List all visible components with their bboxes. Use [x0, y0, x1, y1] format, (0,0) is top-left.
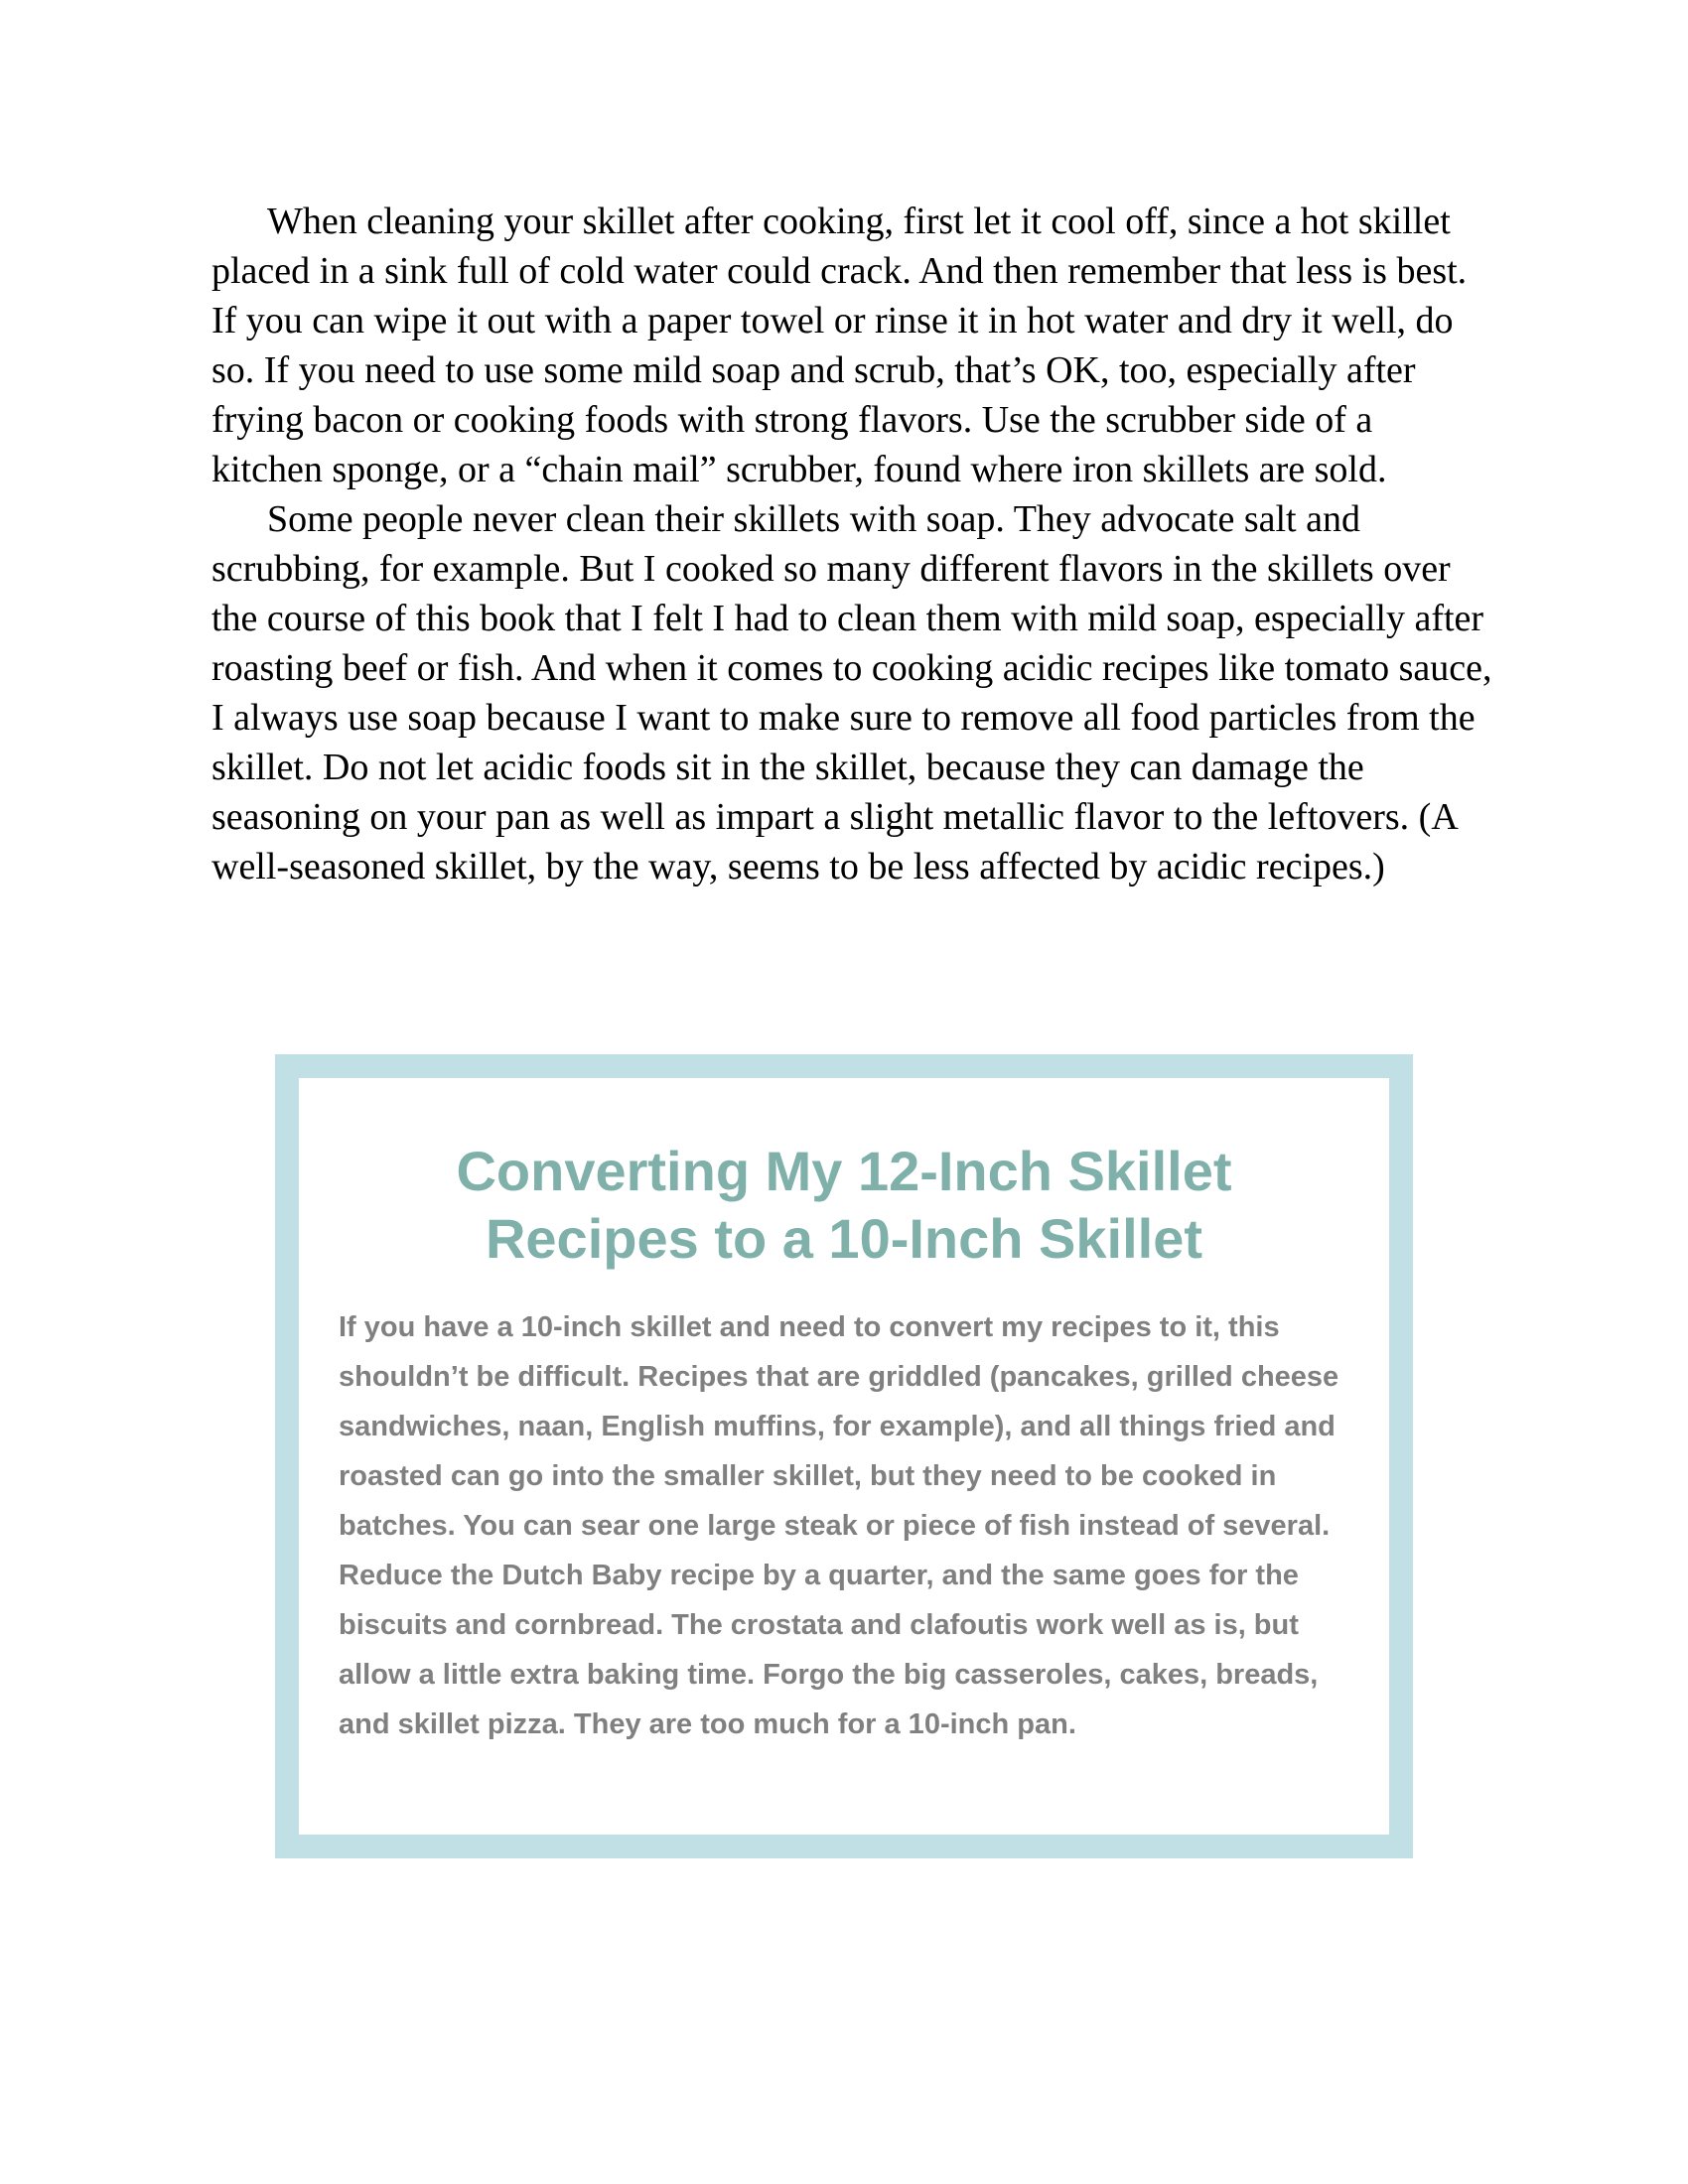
sidebar-box [275, 1054, 1413, 1858]
sidebar-title-line-2: Recipes to a 10-Inch Skillet [485, 1207, 1203, 1270]
sidebar-title [299, 1138, 1389, 1273]
sidebar-title-line-1: Converting My 12-Inch Skillet [456, 1140, 1232, 1202]
main-text [211, 197, 1492, 891]
paragraph-soap: Some people never clean their skillets with soap. They advocate salt and scrubbing, for example. But I cooked so many different flavors in the skillets over the course of this book that I felt I had to clean them with mild soap, especially after roasting beef or fish. And when it comes to cooking acidic recipes like tomato sauce, I always use soap because I want to make sure to remove all food particles from the skillet. Do not let acidic foods sit in the skillet, because they can damage the seasoning on your pan as well as impart a slight metallic flavor to the leftovers. (A well-seasoned skillet, by the way, seems to be less affected by acidic recipes.) [211, 498, 1492, 887]
sidebar-panel [299, 1078, 1389, 1835]
sidebar-text: If you have a 10-inch skillet and need to convert my recipes to it, this shouldn’t be difficult. Recipes that are griddled (pancakes, grilled cheese sandwiches, naan, English muffins, for example), and all things fried and roasted can go into the smaller skillet, but they need to be cooked in batches. You can sear one large steak or piece of fish instead of several. Reduce the Dutch Baby recipe by a quarter, and the same goes for the biscuits and cornbread. The crostata and clafoutis work well as is, but allow a little extra baking time. Forgo the big casseroles, cakes, breads, and skillet pizza. They are too much for a 10-inch pan. [339, 1311, 1339, 1740]
paragraph-cleaning: When cleaning your skillet after cooking, first let it cool off, since a hot skillet placed in a sink full of cold water could crack. And then remember that less is best. If you can wipe it out with a paper towel or rinse it in hot water and dry it well, do so. If you need to use some mild soap and scrub, that’s OK, too, especially after frying bacon or cooking foods with strong flavors. Use the scrubber side of a kitchen sponge, or a “chain mail” scrubber, found where iron skillets are sold. [211, 201, 1468, 490]
